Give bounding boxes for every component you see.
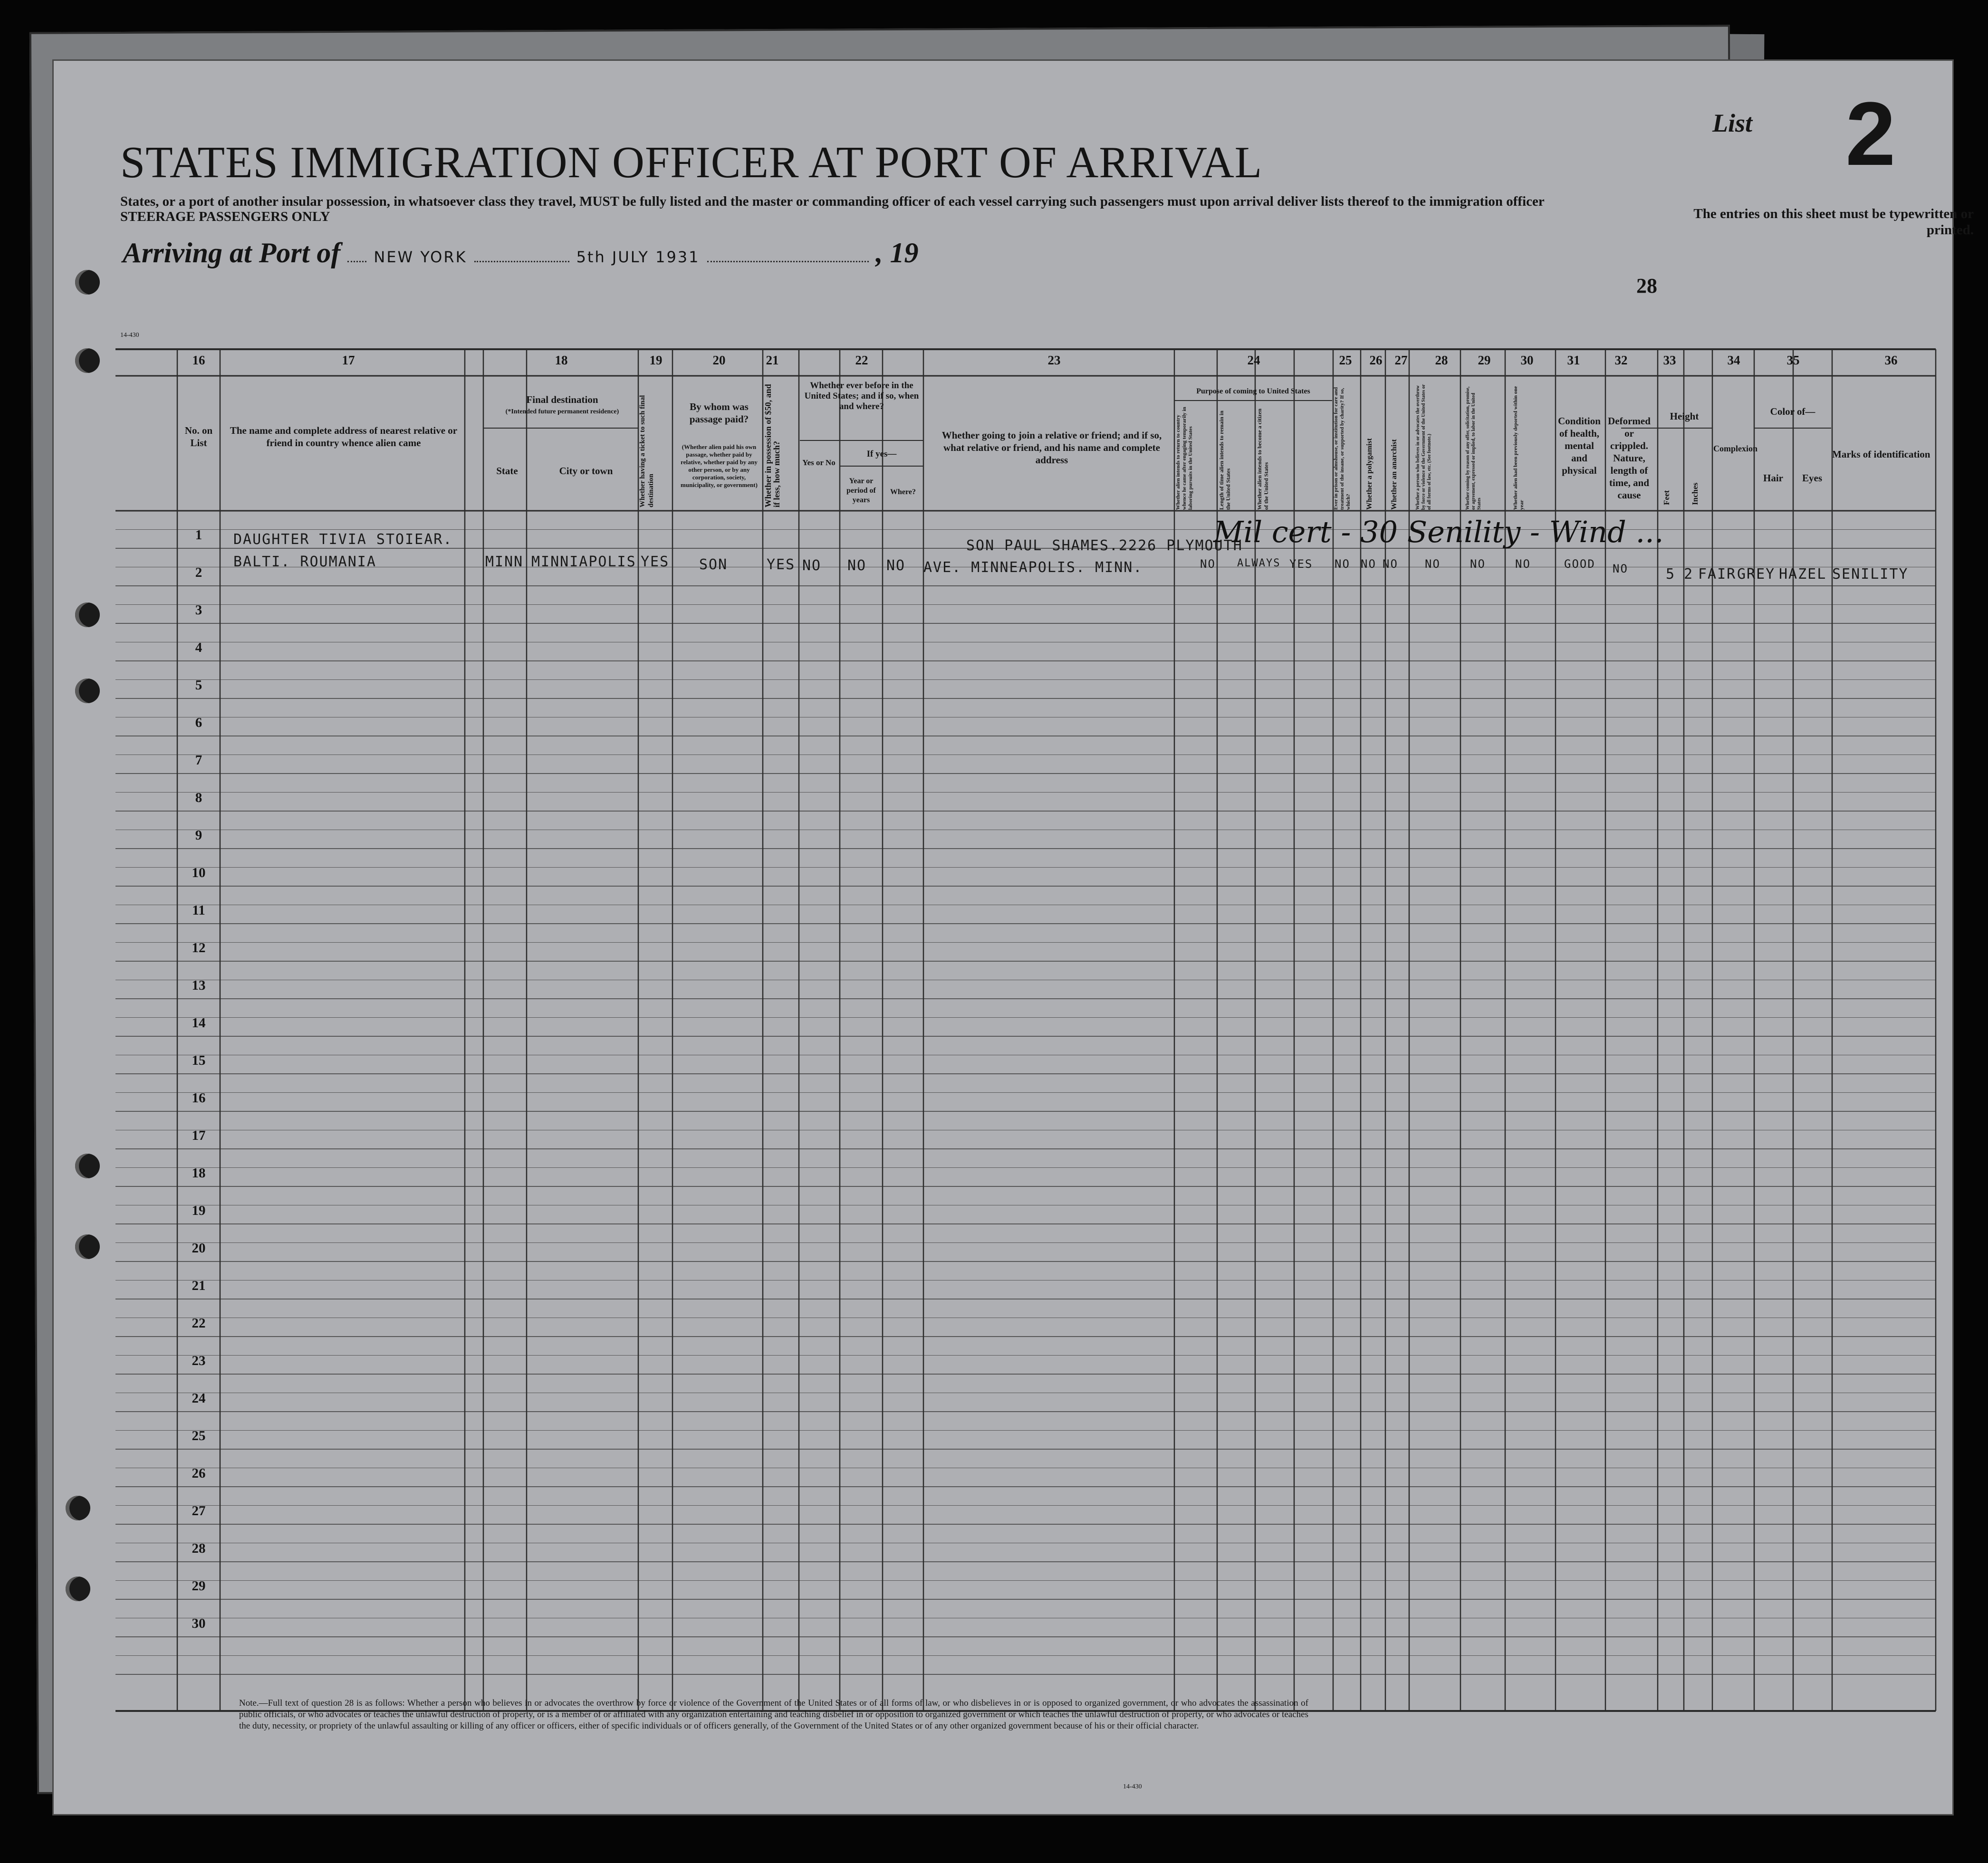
entry-citizen: YES bbox=[1289, 557, 1313, 571]
column-number: 21 bbox=[766, 353, 779, 367]
arrival-date: 5th JULY 1931 bbox=[576, 248, 700, 266]
row-number: 3 bbox=[195, 602, 202, 618]
column-number: 28 bbox=[1435, 353, 1448, 367]
column-number: 16 bbox=[192, 353, 205, 367]
row-number: 6 bbox=[195, 715, 202, 730]
entry-join-line2: AVE. MINNEAPOLIS. MINN. bbox=[923, 559, 1143, 576]
header-where: Where? bbox=[890, 488, 916, 496]
column-number: 29 bbox=[1478, 353, 1491, 367]
row-number: 14 bbox=[192, 1015, 206, 1031]
entry-hair: GREY bbox=[1737, 566, 1776, 583]
list-note: The entries on this sheet must be typewritten or printed. bbox=[1693, 206, 1974, 238]
row-number: 20 bbox=[192, 1241, 206, 1256]
header-join-relative: Whether going to join a relative or friend; and if so, what relative or friend, and his name and complete address bbox=[941, 430, 1162, 466]
header-feet: Feet bbox=[1662, 490, 1671, 505]
entry-ever-before: NO bbox=[802, 557, 822, 574]
header-offer: Whether coming by reason of any offer, solicitation, promise, or agreement, expressed or implied, to labor in the United States bbox=[1465, 386, 1482, 510]
manifest-table bbox=[115, 348, 1936, 1712]
punch-hole bbox=[75, 602, 100, 627]
header-if-yes: If yes— bbox=[866, 449, 897, 459]
entry-city: MINNIAPOLIS bbox=[531, 554, 636, 570]
arriving-label: Arriving at Port of bbox=[123, 237, 341, 268]
header-height: Height bbox=[1670, 411, 1699, 422]
column-number: 36 bbox=[1884, 353, 1898, 367]
column-number: 23 bbox=[1047, 353, 1061, 367]
entry-deported: NO bbox=[1515, 557, 1531, 571]
header-passage-note: (Whether alien paid his own passage, whether paid by relative, whether paid by any other person, or by any corporation, society, municipality, or government) bbox=[681, 443, 758, 488]
entry-polygamist: NO bbox=[1361, 557, 1376, 571]
page-reference: 28 bbox=[1636, 274, 1657, 297]
header-deformed: Deformed or crippled. Nature, length of time, and cause bbox=[1608, 415, 1651, 501]
row-number: 7 bbox=[195, 753, 202, 768]
entry-join-line1: SON PAUL SHAMES.2226 PLYMOUTH bbox=[966, 537, 1243, 554]
dotted-rule bbox=[347, 256, 366, 262]
header-passage-paid: By whom was passage paid? bbox=[689, 401, 749, 425]
header-purpose: Purpose of coming to United States bbox=[1196, 387, 1310, 395]
dotted-rule bbox=[707, 256, 869, 262]
entry-feet: 5 bbox=[1666, 566, 1676, 583]
header-color-of: Color of— bbox=[1770, 406, 1815, 417]
column-number: 19 bbox=[649, 353, 663, 367]
row-number: 15 bbox=[192, 1053, 206, 1068]
steerage-label: STEERAGE PASSENGERS ONLY bbox=[120, 209, 330, 224]
row-number: 24 bbox=[192, 1391, 206, 1406]
row-number: 22 bbox=[192, 1316, 206, 1331]
entry-year-period: NO bbox=[847, 557, 867, 574]
port-of-arrival: NEW YORK bbox=[374, 248, 467, 266]
column-number: 26 bbox=[1369, 353, 1383, 367]
entry-offer: NO bbox=[1470, 557, 1486, 571]
header-yes-no: Yes or No bbox=[802, 458, 836, 467]
header-condition: Condition of health, mental and physical bbox=[1558, 415, 1601, 476]
punch-hole bbox=[66, 1496, 90, 1520]
header-city: City or town bbox=[559, 465, 613, 477]
entry-length: ALWAYS bbox=[1237, 557, 1281, 569]
column-number: 18 bbox=[555, 353, 568, 367]
row-number: 29 bbox=[192, 1578, 206, 1594]
entry-overthrow: NO bbox=[1425, 557, 1441, 571]
header-eyes: Eyes bbox=[1802, 472, 1822, 484]
header-anarchist: Whether an anarchist bbox=[1390, 439, 1398, 510]
entry-complexion: FAIR bbox=[1698, 566, 1737, 583]
header-final-destination-note: (*Intended future permanent residence) bbox=[505, 408, 619, 415]
row-number: 1 bbox=[195, 527, 202, 543]
header-purpose-length: Length of time alien intends to remain in the United States bbox=[1218, 411, 1231, 510]
header-ever-before: Whether ever before in the United States; and if so, when and where? bbox=[804, 381, 919, 411]
row-number: 5 bbox=[195, 678, 202, 693]
row-number: 21 bbox=[192, 1278, 206, 1293]
column-number: 22 bbox=[855, 353, 868, 367]
header-no-on-list: No. on List bbox=[184, 425, 213, 449]
header-money: Whether in possession of $50, and if less, how much? bbox=[763, 384, 781, 507]
row-number: 8 bbox=[195, 790, 202, 805]
header-hair: Hair bbox=[1763, 472, 1783, 484]
instructions-text: States, or a port of another insular possession, in whatsoever class they travel, MUST be fully listed and the master or commanding officer of each vessel carrying such passengers must upon arrival deliver lists thereof to the immigration officer bbox=[120, 194, 1545, 209]
punch-hole bbox=[75, 1154, 100, 1178]
list-number: 2 bbox=[1845, 84, 1896, 184]
header-inches: Inches bbox=[1690, 482, 1700, 505]
list-label: List bbox=[1712, 109, 1753, 137]
punch-hole bbox=[75, 270, 100, 295]
row-number: 2 bbox=[195, 565, 202, 580]
header-purpose-return: Whether alien intends to return to country whence he came after engaging temporarily in laboring pursuits in the United States bbox=[1175, 407, 1193, 510]
column-number: 17 bbox=[342, 353, 355, 367]
dotted-rule bbox=[474, 256, 569, 262]
row-number: 23 bbox=[192, 1353, 206, 1368]
column-number: 20 bbox=[712, 353, 726, 367]
entry-anarchist: NO bbox=[1383, 557, 1398, 571]
column-number: 25 bbox=[1339, 353, 1352, 367]
entry-inches: 2 bbox=[1684, 566, 1694, 583]
row-number: 11 bbox=[192, 903, 205, 918]
header-ticket: Whether having a ticket to such final destination bbox=[639, 395, 655, 507]
arrival-line bbox=[123, 237, 919, 269]
header-overthrow: Whether a person who believes in or advocates the overthrow by force or violence of the Government of the United States or of all forms of law, etc. (See footnote.) bbox=[1415, 384, 1432, 510]
footnote: Note.—Full text of question 28 is as follows: Whether a person who believes in or advocates the overthrow by force or violence of the Government of the United States or of all forms of law, or who disbelieves in or is opposed to organized government, or who advocates the assassination of public officials, or who advocates or teaches the unlawful destruction of property, or is a member of or affiliated with any organization entertaining and teaching disbelief in or opposition to organized government or which teaches the unlawful destruction of property, or who advocates or teaches the duty, necessity, or propriety of the unlawful assaulting or killing of any officer or officers, either of specific individuals or of officers generally, of the Government of the United States or of any other organized government because of his or their official character. bbox=[239, 1698, 1308, 1731]
entry-money: YES bbox=[767, 556, 796, 573]
entry-return: NO bbox=[1200, 557, 1216, 571]
header-polygamist: Whether a polygamist bbox=[1365, 438, 1373, 510]
row-number: 9 bbox=[195, 828, 202, 843]
entry-condition: GOOD bbox=[1564, 557, 1595, 571]
entry-relative-line1: DAUGHTER TIVIA STOIEAR. bbox=[233, 531, 453, 548]
row-number: 27 bbox=[192, 1503, 206, 1519]
page-instructions bbox=[120, 194, 1689, 224]
year-label: , 19 bbox=[875, 237, 919, 268]
column-number: 34 bbox=[1727, 353, 1740, 367]
entry-eyes: HAZEL bbox=[1779, 566, 1827, 583]
header-final-destination: Final destination bbox=[526, 394, 598, 405]
header-marks: Marks of identification bbox=[1832, 449, 1930, 460]
column-number: 35 bbox=[1786, 353, 1800, 367]
row-number: 30 bbox=[192, 1616, 206, 1631]
entry-where: NO bbox=[886, 557, 906, 574]
punch-hole bbox=[66, 1576, 90, 1601]
row-number: 16 bbox=[192, 1090, 206, 1106]
column-number: 33 bbox=[1663, 353, 1676, 367]
entry-prison: NO bbox=[1335, 557, 1350, 571]
header-deported: Whether alien had been previously deported within one year bbox=[1513, 386, 1525, 510]
manifest-page bbox=[52, 59, 1974, 1815]
header-purpose-citizen: Whether alien intends to become a citizen of the United States bbox=[1256, 408, 1269, 510]
header-prison: Ever in prison or almshouse, or institution for care and treatment of the insane, or supported by charity? If so, which? bbox=[1333, 387, 1351, 510]
row-number: 4 bbox=[195, 640, 202, 655]
footnote-form-number: 14-430 bbox=[1123, 1783, 1142, 1790]
entry-ticket: YES bbox=[641, 554, 670, 570]
entry-deformed: NO bbox=[1613, 562, 1628, 575]
header-complexion: Complexion bbox=[1713, 444, 1758, 453]
entry-passage-paid: SON bbox=[699, 556, 728, 573]
punch-hole bbox=[75, 1234, 100, 1259]
header-state: State bbox=[496, 465, 518, 477]
row-number: 28 bbox=[192, 1541, 206, 1556]
row-number: 19 bbox=[192, 1203, 206, 1218]
column-number: 31 bbox=[1567, 353, 1580, 367]
form-number: 14-430 bbox=[120, 332, 139, 339]
header-year-period: Year or period of years bbox=[846, 477, 876, 504]
row-number: 12 bbox=[192, 940, 206, 955]
entry-state: MINN bbox=[485, 554, 524, 570]
row-number: 26 bbox=[192, 1466, 206, 1481]
punch-hole bbox=[75, 678, 100, 703]
row-number: 10 bbox=[192, 865, 206, 880]
row-number: 25 bbox=[192, 1428, 206, 1443]
row-number: 18 bbox=[192, 1166, 206, 1181]
column-number: 24 bbox=[1247, 353, 1260, 367]
punch-hole bbox=[75, 348, 100, 373]
header-nearest-relative: The name and complete address of nearest relative or friend in country whence alien came bbox=[230, 425, 458, 449]
row-number: 13 bbox=[192, 978, 206, 993]
column-number: 27 bbox=[1394, 353, 1408, 367]
column-number: 30 bbox=[1520, 353, 1534, 367]
handwritten-annotation: Mil cert - 30 Senility - Wind ... bbox=[1213, 515, 1664, 549]
entry-relative-line2: BALTI. ROUMANIA bbox=[233, 554, 376, 570]
row-number: 17 bbox=[192, 1128, 206, 1143]
page-title: STATES IMMIGRATION OFFICER AT PORT OF ARRIVAL bbox=[120, 138, 1263, 187]
entry-marks: SENILITY bbox=[1832, 566, 1909, 583]
column-number: 32 bbox=[1614, 353, 1628, 367]
